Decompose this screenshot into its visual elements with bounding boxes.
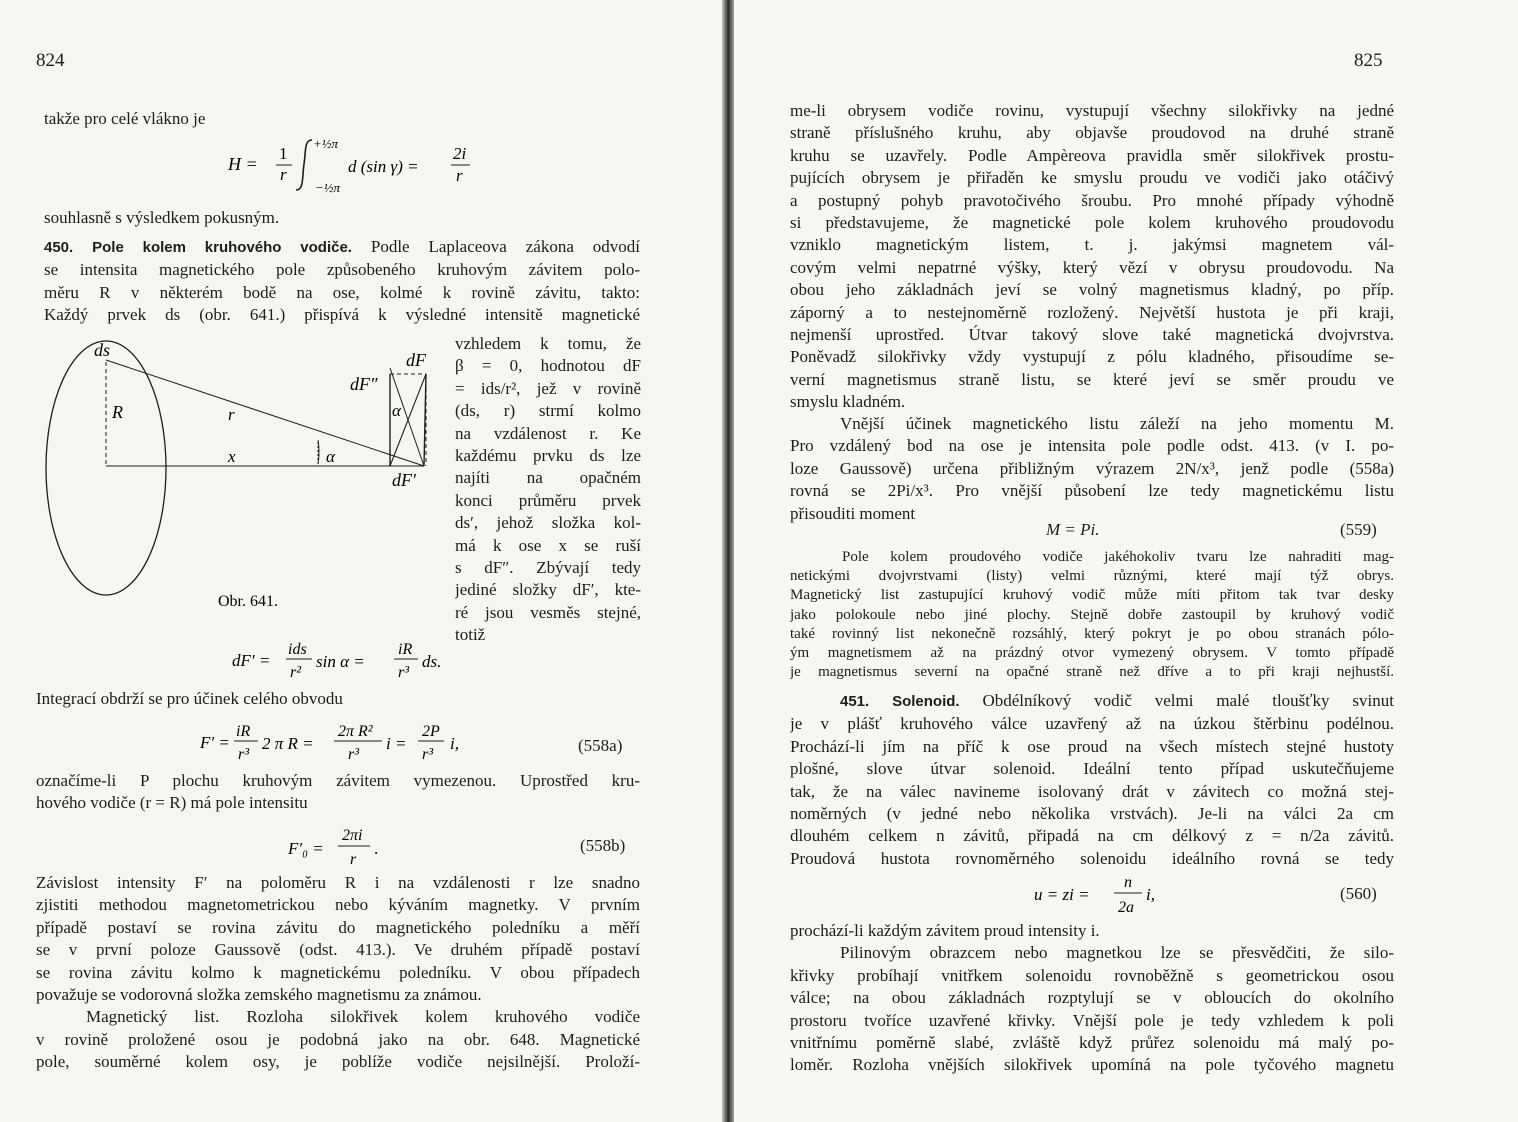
svg-text:2π R²: 2π R²: [338, 723, 373, 740]
equation-558b-number: (558b): [580, 836, 626, 855]
paragraph-end: Závislost intensity F′ na poloměru R i na vzdálenosti r lze snadno zjistiti methodou magnetometrickou nebo kýváním magnetky. V prvním případě postaví se rovina závitu do magnetického poledníku a měří se v první poloze Gaussově (odst. 413.). Ve druhém případě postaví se rovina závitu kolmo k magnetickému poledníku. V obou případech považuje se vodorovná složka zemského magnetismu za známou. Magnetický list. Rozloha silokřivek kolem kruhového vodiče v rovině proložené osou je podobná jako na obr. 648. Magnetické pole, souměrné kolem osy, je poblíže vodiče nejsilnější. Proloží-: [36, 873, 640, 1072]
label-dF-top: dF: [406, 350, 426, 370]
svg-text:r³: r³: [398, 664, 410, 681]
svg-text:r³: r³: [348, 746, 360, 763]
svg-text:r: r: [456, 166, 463, 185]
svg-text:.: .: [374, 839, 379, 858]
svg-text:2πi: 2πi: [342, 827, 363, 844]
section-451-number: 451.: [840, 693, 870, 710]
figure-caption: Obr. 641.: [218, 593, 278, 610]
svg-text:2 π R =: 2 π R =: [262, 734, 314, 753]
svg-text:r³: r³: [238, 746, 250, 763]
figure-641: [36, 340, 446, 620]
svg-text:F′ =: F′ =: [200, 733, 230, 752]
right-page: [734, 0, 1518, 1122]
svg-text:1: 1: [279, 144, 288, 163]
intro-text: takže pro celé vlákno je: [44, 109, 206, 128]
page-number-right: 825: [1354, 50, 1383, 71]
svg-text:sin α =: sin α =: [316, 652, 365, 671]
section-450-side-text: vzhledem k tomu, že β = 0, hodnotou dF = ids/r², jež v rovině (ds, r) strmí kolmo na vzdálenost r. Ke každému prvku ds lze najíti na opačném konci průměru prvek ds′, jehož složka kol- má k ose x se ruší s dF″. Zbývají tedy jediné složky dF′, kte- ré jsou vesměs stejné, totiž: [455, 334, 641, 645]
svg-text:H =: H =: [228, 154, 258, 174]
svg-text:r²: r²: [290, 664, 302, 681]
equation-560-number: (560): [1340, 884, 1377, 903]
equation-558b: [284, 816, 404, 872]
svg-text:iR: iR: [398, 641, 413, 658]
equation-H: [220, 128, 480, 198]
svg-text:d (sin γ) =: d (sin γ) =: [348, 157, 419, 176]
paragraph-mid: označíme-li P plochu kruhovým závitem vymezenou. Uprostřed kru- hového vodiče (r = R) má pole intensitu: [36, 771, 640, 813]
label-dF-double: dF″: [350, 374, 378, 394]
section-450-title: Pole kolem kruhového vodiče.: [92, 239, 352, 256]
section-450-number: 450.: [44, 239, 74, 256]
equation-559: M = Pi.: [1046, 520, 1100, 539]
label-dF-prime: dF′: [392, 470, 416, 490]
label-r: r: [228, 405, 235, 424]
equation-558a-number: (558a): [578, 736, 623, 755]
equation-558a: [196, 708, 496, 766]
svg-text:2P: 2P: [422, 723, 440, 740]
label-alpha-left: α: [326, 447, 335, 466]
svg-text:F′₀ =: F′₀ =: [288, 839, 324, 858]
svg-text:ids: ids: [288, 641, 307, 658]
svg-text:n: n: [1124, 874, 1132, 891]
section-450-line-1: 450. Pole kolem kruhového vodiče. Podle Laplaceova zákona odvodí: [44, 237, 640, 256]
section-451-title: Solenoid.: [892, 693, 960, 710]
svg-text:ds.: ds.: [422, 652, 442, 671]
label-ds: ds: [94, 340, 111, 360]
svg-text:i,: i,: [450, 734, 459, 753]
svg-text:i =: i =: [386, 734, 407, 753]
dF-diagonal: [390, 374, 426, 466]
left-page: [0, 0, 728, 1122]
svg-text:2i: 2i: [453, 144, 467, 163]
svg-text:dF′ =: dF′ =: [232, 651, 271, 670]
section-450-text: 450. Pole kolem kruhového vodiče. Podle Laplaceova zákona odvodí se intensita magnetického pole způsobeného kruhovým závitem polo- měru R v některém bodě na ose, kolmé k rovině závitu, takto: Každý prvek ds (obr. 641.) přispívá k výsledné intensitě magnetické: [44, 237, 640, 325]
svg-text:2a: 2a: [1118, 899, 1134, 916]
label-R: R: [112, 402, 123, 422]
small-print-note: Pole kolem proudového vodiče jakéhokoliv tvaru lze nahraditi mag- netickými dvojvrstvami (listy) velmi různými, které mají týž obrys. Magnetický list zastupující kruhový vodič může míti přitom tak tvar desky jako polokoule nebo jiné plochy. Stejně dobře zastoupil by kruhový vodič také rovinný list nekonečně rozsáhlý, který pokryt je po obou stranách pólo- ým magnetismem až na prázdný otvor vymezený obrysem. V tomto případě je magnetismus severní na opačné straně než dříve a to při kraji nejhustší.: [790, 549, 1394, 681]
section-451-text: 451. Solenoid. Obdélníkový vodič velmi malé tloušťky svinut je v plášť kruhového válce uzavřený až na úzkou štěrbinu podélnou. Prochází-li jím na příč k ose proud na všech místech stejné hustoty plošné, slove útvar solenoid. Ideální tento případ uskutečňujeme tak, že na válec navineme isolovaný drát v závitech co možná stej- noměrných (v jedné nebo několika vrstvách). Je-li na válci 2a cm dlouhém celkem n závitů, připadá na cm délkový z = n/2a závitů. Proudová hustota rovnoměrného solenoidu ideálního rovná se tedy: [790, 691, 1394, 868]
after-equation-text: souhlasně s výsledkem pokusným.: [44, 208, 280, 227]
svg-text:i,: i,: [1146, 885, 1155, 904]
svg-text:−½π: −½π: [315, 180, 341, 195]
label-x: x: [228, 447, 236, 466]
equation-dF: [228, 628, 468, 684]
svg-text:r: r: [280, 165, 287, 184]
section-451-line-1: 451. Solenoid. Obdélníkový vodič velmi malé tloušťky svinut: [840, 691, 1394, 710]
paragraph-c: prochází-li každým závitem proud intensity i. Pilinovým obrazcem nebo magnetkou lze se přesvědčiti, že silo- křivky probíhají vnitřkem solenoidu rovnoběžně s geometrickou osou válce; na obou základnách rozptylují se v obloucích do okolního prostoru tvoříce uzavřené křivky. Vnější pole je tedy vzhledem k poli vnitřnímu poměrně slabé, zvláště když průřez solenoidu má malý po- loměr. Rozloha vnějších silokřivek upomíná na pole tyčového magnetu: [790, 921, 1394, 1075]
integration-text: Integrací obdrží se pro účinek celého obvodu: [36, 689, 343, 708]
svg-text:r: r: [350, 851, 357, 868]
label-alpha-right: α: [392, 401, 401, 420]
svg-text:u = zi =: u = zi =: [1034, 885, 1090, 904]
svg-text:r³: r³: [422, 746, 434, 763]
page-number-left: 824: [36, 50, 65, 71]
paragraph-b: Vnější účinek magnetického listu záleží na jeho momentu M. Pro vzdálený bod na ose je intensita pole podle odst. 413. (v I. po- loze Gaussově) určena přibližným výrazem 2N/x³, jenž podle (558a) rovná se 2Pi/x³. Pro vnější působení lze tedy magnetickému listu přisouditi moment: [790, 414, 1394, 523]
svg-text:+½π: +½π: [313, 136, 339, 151]
equation-559-number: (559): [1340, 520, 1377, 539]
paragraph-a: me-li obrysem vodiče rovinu, vystupují všechny silokřivky na jedné straně příslušného kruhu, aby objavše proudovod na druhé straně kruhu se uzavřely. Podle Ampèreova pravidla směr silokřivek prostu- pujících obrysem je přiřaděn ke smyslu proudu ve vodiči jako otáčivý a postupný pohyb pravotočivého šroubu. Pro mnohé případy výhodně si představujeme, že magnetické pole kolem kruhového proudovodu vzniklo magnetickým listem, t. j. jakýmsi magnetem vál- covým velmi nepatrné výšky, který vězí v obrysu proudovodu. Na obou jeho základnách jeví se volný magnetismus kladný, po příp. záporný a to nestejnoměrně rozložený. Největší hustota je při kraji, nejmenší uprostřed. Útvar takový slove také magnetická dvojvrstva. Poněvadž silokřivky vždy vystupují z pólu kladného, přisoudíme se- verní magnetismus straně listu, se které jeví se směr proudu ve smyslu kladném.: [790, 101, 1394, 412]
equation-560: [1030, 868, 1180, 924]
svg-text:iR: iR: [236, 723, 251, 740]
